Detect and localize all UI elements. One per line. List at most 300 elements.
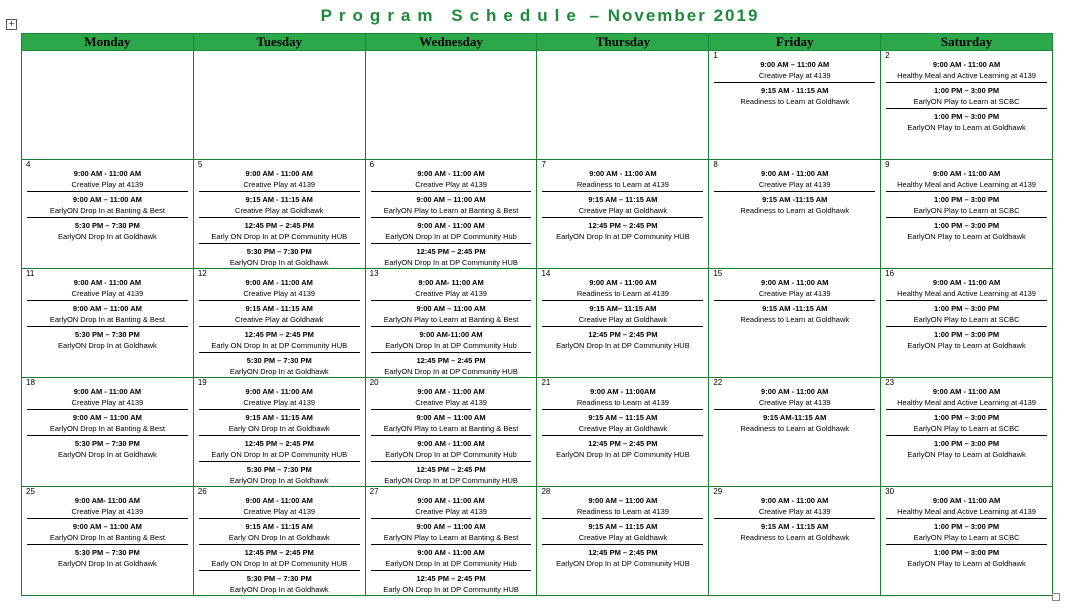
day-number: 16 bbox=[885, 269, 895, 278]
program-description: Readiness to Learn at 4139 bbox=[576, 180, 669, 189]
entry-divider bbox=[542, 544, 703, 545]
program-description: EarlyON Drop In at DP Community HUB bbox=[556, 232, 690, 241]
program-entry bbox=[711, 169, 878, 190]
program-time: 12:45 PM – 2:45 PM bbox=[244, 439, 314, 448]
day-number: 25 bbox=[26, 487, 35, 496]
program-entry bbox=[368, 195, 535, 216]
day-cell bbox=[881, 160, 1053, 269]
day-cell bbox=[709, 160, 881, 269]
program-description: EarlyON Drop In at DP Community HUB bbox=[556, 559, 690, 568]
program-entry bbox=[883, 330, 1050, 351]
day-cell bbox=[193, 378, 365, 487]
program-time: 9:00 AM - 11:00 AM bbox=[761, 169, 829, 178]
entry-divider bbox=[199, 461, 360, 462]
program-time: 9:00 AM – 11:00 AM bbox=[72, 304, 142, 313]
program-description: Creative Play at 4139 bbox=[243, 507, 316, 516]
entry-divider bbox=[886, 435, 1047, 436]
program-time: 9:15 AM– 11:15 AM bbox=[589, 304, 657, 313]
schedule-body bbox=[22, 51, 1053, 596]
entry-divider bbox=[27, 326, 188, 327]
entry-divider bbox=[371, 352, 532, 353]
move-handle-icon[interactable]: + bbox=[6, 19, 17, 30]
program-description: EarlyON Drop In at Banting & Best bbox=[49, 424, 165, 433]
program-time: 5:30 PM – 7:30 PM bbox=[74, 548, 140, 557]
day-cell bbox=[881, 487, 1053, 596]
program-description: Readiness to Learn at Goldhawk bbox=[740, 97, 850, 106]
program-description: EarlyON Drop In at Banting & Best bbox=[49, 533, 165, 542]
program-time: 9:00 AM - 11:00 AM bbox=[73, 387, 142, 396]
day-number: 21 bbox=[541, 378, 551, 387]
program-description: EarlyON Play to Learn at Banting & Best bbox=[383, 315, 519, 324]
program-entry bbox=[883, 304, 1050, 325]
entry-divider bbox=[886, 217, 1047, 218]
program-entry bbox=[196, 304, 363, 325]
program-time: 1:00 PM – 3:00 PM bbox=[934, 304, 1000, 313]
program-description: EarlyON Drop In at Goldhawk bbox=[58, 232, 157, 241]
program-time: 12:45 PM – 2:45 PM bbox=[588, 439, 658, 448]
program-entry bbox=[196, 278, 363, 299]
program-description: Early ON Drop In at DP Community HUB bbox=[383, 585, 519, 594]
program-entry bbox=[196, 496, 363, 517]
program-entry bbox=[883, 439, 1050, 460]
program-entry bbox=[883, 86, 1050, 107]
program-description: EarlyON Drop In at DP Community Hub bbox=[385, 341, 517, 350]
header-saturday: Saturday bbox=[881, 34, 1053, 51]
entry-divider bbox=[542, 435, 703, 436]
program-time: 9:15 AM - 11:15 AM bbox=[245, 522, 313, 531]
program-entry bbox=[368, 496, 535, 517]
day-cell bbox=[365, 378, 537, 487]
entry-divider bbox=[714, 300, 875, 301]
program-description: EarlyON Drop In at DP Community HUB bbox=[556, 341, 690, 350]
day-number bbox=[196, 51, 363, 60]
program-entry bbox=[196, 574, 363, 595]
program-description: EarlyON Drop In at DP Community Hub bbox=[385, 559, 517, 568]
header-wednesday: Wednesday bbox=[365, 34, 537, 51]
day-cell bbox=[193, 160, 365, 269]
day-number: 26 bbox=[197, 487, 207, 496]
program-time: 9:15 AM – 11:15 AM bbox=[588, 195, 658, 204]
day-cell bbox=[22, 160, 194, 269]
day-number: 7 bbox=[541, 160, 546, 169]
program-entry bbox=[711, 60, 878, 81]
program-time: 9:00 AM - 11:00 AM bbox=[245, 278, 313, 287]
entry-divider bbox=[371, 435, 532, 436]
day-number: 15 bbox=[713, 269, 723, 278]
program-description: Creative Play at Goldhawk bbox=[578, 206, 668, 215]
entry-divider bbox=[886, 82, 1047, 83]
week-row bbox=[22, 269, 1053, 378]
program-entry bbox=[24, 496, 191, 517]
entry-divider bbox=[714, 518, 875, 519]
program-time: 9:00 AM - 11:00 AM bbox=[73, 169, 142, 178]
day-cell bbox=[22, 378, 194, 487]
program-time: 1:00 PM – 3:00 PM bbox=[934, 195, 1000, 204]
entry-divider bbox=[886, 108, 1047, 109]
program-entry bbox=[368, 413, 535, 434]
program-time: 9:00 AM - 11:00 AM bbox=[417, 439, 485, 448]
program-time: 12:45 PM – 2:45 PM bbox=[244, 221, 314, 230]
week-row bbox=[22, 51, 1053, 160]
program-description: EarlyON Drop In at DP Community HUB bbox=[384, 367, 518, 376]
program-entry bbox=[196, 387, 363, 408]
program-description: Creative Play at 4139 bbox=[758, 180, 831, 189]
day-cell bbox=[22, 487, 194, 596]
day-cell bbox=[709, 269, 881, 378]
program-entry bbox=[368, 278, 535, 299]
entry-divider bbox=[199, 326, 360, 327]
program-time: 1:00 PM – 3:00 PM bbox=[934, 439, 1000, 448]
program-entry bbox=[196, 439, 363, 460]
day-number: 5 bbox=[197, 160, 203, 169]
day-cell bbox=[365, 269, 537, 378]
program-description: EarlyON Drop In at DP Community HUB bbox=[384, 258, 518, 267]
week-row bbox=[22, 160, 1053, 269]
day-number: 13 bbox=[369, 269, 379, 278]
entry-divider bbox=[27, 191, 188, 192]
entry-divider bbox=[714, 82, 875, 83]
program-description: Early ON Drop In at DP Community HUB bbox=[211, 559, 348, 568]
header-monday: Monday bbox=[22, 34, 194, 51]
program-description: EarlyON Play to Learn at SCBC bbox=[913, 424, 1020, 433]
program-entry bbox=[368, 522, 535, 543]
program-entry bbox=[711, 195, 878, 216]
program-entry bbox=[24, 304, 191, 325]
entry-divider bbox=[199, 300, 360, 301]
program-entry bbox=[24, 330, 191, 351]
day-number bbox=[539, 51, 706, 60]
program-time: 1:00 PM – 3:00 PM bbox=[934, 522, 1000, 531]
program-description: Healthy Meal and Active Learning at 4139 bbox=[897, 71, 1036, 80]
program-entry bbox=[883, 522, 1050, 543]
program-entry bbox=[24, 387, 191, 408]
program-entry bbox=[711, 522, 878, 543]
program-description: EarlyON Play to Learn at Goldhawk bbox=[907, 123, 1026, 132]
day-cell bbox=[537, 51, 709, 160]
program-time: 1:00 PM – 3:00 PM bbox=[934, 112, 1000, 121]
program-description: Early ON Drop In at DP Community HUB bbox=[211, 450, 348, 459]
program-description: Creative Play at 4139 bbox=[71, 289, 144, 298]
program-time: 12:45 PM – 2:45 PM bbox=[588, 548, 658, 557]
program-description: Early ON Drop In at DP Community HUB bbox=[211, 341, 348, 350]
program-description: EarlyON Play to Learn at SCBC bbox=[913, 533, 1020, 542]
program-time: 9:00 AM – 11:00 AM bbox=[760, 60, 830, 69]
program-time: 9:15 AM-11:15 AM bbox=[763, 413, 827, 422]
program-entry bbox=[883, 278, 1050, 299]
program-description: Creative Play at 4139 bbox=[71, 398, 144, 407]
program-time: 5:30 PM – 7:30 PM bbox=[246, 574, 312, 583]
program-description: Healthy Meal and Active Learning at 4139 bbox=[897, 180, 1036, 189]
program-time: 9:00 AM - 11:00 AM bbox=[245, 169, 313, 178]
program-entry bbox=[883, 496, 1050, 517]
entry-divider bbox=[542, 518, 703, 519]
program-description: EarlyON Drop In at Goldhawk bbox=[58, 559, 157, 568]
entry-divider bbox=[542, 300, 703, 301]
day-number: 22 bbox=[713, 378, 723, 387]
program-entry bbox=[883, 112, 1050, 133]
entry-divider bbox=[199, 570, 360, 571]
entry-divider bbox=[199, 409, 360, 410]
day-number: 28 bbox=[541, 487, 551, 496]
program-time: 12:45 PM – 2:45 PM bbox=[416, 465, 486, 474]
program-description: Healthy Meal and Active Learning at 4139 bbox=[897, 398, 1036, 407]
program-time: 9:00 AM- 11:00 AM bbox=[74, 496, 141, 505]
program-time: 9:00 AM - 11:00 AM bbox=[761, 278, 829, 287]
program-description: EarlyON Drop In at Goldhawk bbox=[58, 341, 157, 350]
program-entry bbox=[539, 496, 706, 517]
program-entry bbox=[711, 387, 878, 408]
program-time: 9:00 AM - 11:00 AM bbox=[417, 548, 485, 557]
program-entry bbox=[539, 522, 706, 543]
entry-divider bbox=[27, 518, 188, 519]
entry-divider bbox=[371, 461, 532, 462]
day-number bbox=[24, 51, 191, 60]
entry-divider bbox=[199, 243, 360, 244]
entry-divider bbox=[886, 191, 1047, 192]
day-number: 23 bbox=[885, 378, 895, 387]
page-title bbox=[0, 6, 1080, 26]
program-description: EarlyON Play to Learn at Goldhawk bbox=[907, 341, 1026, 350]
program-description: EarlyON Play to Learn at Goldhawk bbox=[907, 450, 1026, 459]
day-number: 12 bbox=[197, 269, 207, 278]
day-number: 6 bbox=[369, 160, 375, 169]
day-cell bbox=[537, 269, 709, 378]
program-time: 9:00 AM – 11:00 AM bbox=[416, 413, 486, 422]
program-entry bbox=[24, 221, 191, 242]
program-description: Creative Play at 4139 bbox=[415, 507, 487, 516]
program-time: 9:15 AM - 11:15 AM bbox=[245, 195, 313, 204]
program-time: 9:00 AM - 11:00 AM bbox=[761, 496, 829, 505]
program-time: 9:00 AM - 11:00 AM bbox=[932, 278, 1001, 287]
program-time: 9:00 AM - 11:00AM bbox=[590, 387, 656, 396]
program-time: 9:00 AM – 11:00 AM bbox=[416, 522, 486, 531]
program-entry bbox=[539, 548, 706, 569]
title-month: – November 2019 bbox=[582, 6, 760, 25]
program-description: EarlyON Drop In at DP Community HUB bbox=[556, 450, 690, 459]
program-entry bbox=[24, 413, 191, 434]
program-time: 9:15 AM - 11:15 AM bbox=[245, 413, 313, 422]
day-cell bbox=[537, 160, 709, 269]
program-time: 12:45 PM – 2:45 PM bbox=[588, 330, 658, 339]
program-description: EarlyON Drop In at Goldhawk bbox=[229, 476, 329, 485]
program-entry bbox=[196, 465, 363, 486]
program-entry bbox=[196, 330, 363, 351]
program-entry bbox=[368, 387, 535, 408]
day-cell bbox=[193, 487, 365, 596]
day-number: 4 bbox=[26, 160, 31, 169]
program-description: EarlyON Play to Learn at Banting & Best bbox=[383, 533, 519, 542]
program-entry bbox=[711, 496, 878, 517]
day-number: 14 bbox=[541, 269, 551, 278]
day-cell bbox=[709, 51, 881, 160]
program-entry bbox=[883, 413, 1050, 434]
program-description: Creative Play at Goldhawk bbox=[578, 315, 668, 324]
program-description: EarlyON Play to Learn at Banting & Best bbox=[383, 206, 519, 215]
program-time: 12:45 PM – 2:45 PM bbox=[416, 356, 486, 365]
program-entry bbox=[368, 169, 535, 190]
program-description: Early ON Drop In at DP Community HUB bbox=[211, 232, 348, 241]
program-time: 9:15 AM - 11:15 AM bbox=[761, 522, 829, 531]
program-description: Healthy Meal and Active Learning at 4139 bbox=[897, 289, 1036, 298]
program-description: Creative Play at Goldhawk bbox=[578, 533, 668, 542]
program-time: 9:00 AM - 11:00 AM bbox=[245, 496, 313, 505]
day-cell bbox=[365, 487, 537, 596]
day-cell bbox=[193, 269, 365, 378]
program-time: 9:15 AM -11:15 AM bbox=[762, 304, 828, 313]
program-entry bbox=[711, 278, 878, 299]
program-entry bbox=[883, 60, 1050, 81]
day-cell bbox=[193, 51, 365, 160]
header-friday: Friday bbox=[709, 34, 881, 51]
entry-divider bbox=[371, 544, 532, 545]
program-time: 5:30 PM – 7:30 PM bbox=[74, 221, 140, 230]
program-time: 9:00 AM - 11:00 AM bbox=[417, 169, 485, 178]
program-entry bbox=[539, 387, 706, 408]
program-entry bbox=[883, 387, 1050, 408]
program-entry bbox=[883, 195, 1050, 216]
program-description: EarlyON Drop In at Banting & Best bbox=[49, 206, 165, 215]
program-time: 12:45 PM – 2:45 PM bbox=[244, 548, 314, 557]
program-entry bbox=[539, 278, 706, 299]
entry-divider bbox=[371, 518, 532, 519]
program-time: 5:30 PM – 7:30 PM bbox=[246, 247, 312, 256]
day-cell bbox=[365, 160, 537, 269]
entry-divider bbox=[886, 300, 1047, 301]
program-time: 5:30 PM – 7:30 PM bbox=[246, 356, 312, 365]
program-entry bbox=[711, 86, 878, 107]
entry-divider bbox=[542, 409, 703, 410]
program-description: EarlyON Drop In at Banting & Best bbox=[49, 315, 165, 324]
program-time: 9:00 AM - 11:00 AM bbox=[417, 496, 485, 505]
program-entry bbox=[196, 221, 363, 242]
program-time: 9:15 AM -11:15 AM bbox=[762, 195, 828, 204]
program-time: 9:00 AM - 11:00 AM bbox=[932, 387, 1001, 396]
entry-divider bbox=[371, 409, 532, 410]
week-row bbox=[22, 487, 1053, 596]
program-entry bbox=[711, 413, 878, 434]
program-description: Creative Play at 4139 bbox=[243, 180, 316, 189]
program-entry bbox=[539, 304, 706, 325]
program-description: EarlyON Play to Learn at SCBC bbox=[913, 97, 1020, 106]
program-entry bbox=[368, 247, 535, 268]
entry-divider bbox=[371, 191, 532, 192]
program-entry bbox=[539, 221, 706, 242]
program-entry bbox=[24, 278, 191, 299]
program-time: 9:00 AM – 11:00 AM bbox=[588, 496, 658, 505]
program-description: Readiness to Learn at Goldhawk bbox=[740, 533, 850, 542]
day-number: 1 bbox=[713, 51, 718, 60]
program-description: Creative Play at 4139 bbox=[758, 289, 831, 298]
entry-divider bbox=[199, 518, 360, 519]
program-time: 12:45 PM – 2:45 PM bbox=[244, 330, 314, 339]
program-time: 9:00 AM - 11:00 AM bbox=[932, 496, 1001, 505]
program-entry bbox=[711, 304, 878, 325]
day-number bbox=[368, 51, 535, 60]
day-cell bbox=[709, 487, 881, 596]
program-description: EarlyON Play to Learn at Goldhawk bbox=[907, 232, 1026, 241]
program-description: Readiness to Learn at Goldhawk bbox=[740, 206, 850, 215]
entry-divider bbox=[199, 435, 360, 436]
day-number: 11 bbox=[26, 269, 35, 278]
program-entry bbox=[196, 195, 363, 216]
day-number: 20 bbox=[369, 378, 379, 387]
day-cell bbox=[881, 269, 1053, 378]
program-time: 9:15 AM – 11:15 AM bbox=[588, 413, 658, 422]
program-description: EarlyON Play to Learn at SCBC bbox=[913, 206, 1020, 215]
day-cell bbox=[537, 487, 709, 596]
day-cell bbox=[881, 378, 1053, 487]
program-time: 9:00 AM - 11:00 AM bbox=[417, 387, 485, 396]
program-time: 1:00 PM – 3:00 PM bbox=[934, 413, 1000, 422]
day-cell bbox=[365, 51, 537, 160]
program-description: Creative Play at 4139 bbox=[758, 398, 831, 407]
entry-divider bbox=[199, 544, 360, 545]
program-entry bbox=[368, 356, 535, 377]
day-number: 27 bbox=[369, 487, 379, 496]
program-time: 1:00 PM – 3:00 PM bbox=[934, 221, 1000, 230]
program-description: Creative Play at Goldhawk bbox=[578, 424, 668, 433]
entry-divider bbox=[199, 352, 360, 353]
program-time: 9:00 AM - 11:00 AM bbox=[245, 387, 313, 396]
day-number: 2 bbox=[885, 51, 890, 60]
day-number: 19 bbox=[197, 378, 207, 387]
program-time: 9:00 AM- 11:00 AM bbox=[418, 278, 484, 287]
program-time: 9:00 AM - 11:00 AM bbox=[417, 221, 485, 230]
day-number: 29 bbox=[713, 487, 723, 496]
program-time: 12:45 PM – 2:45 PM bbox=[416, 247, 486, 256]
program-time: 12:45 PM – 2:45 PM bbox=[416, 574, 486, 583]
program-entry bbox=[24, 522, 191, 543]
program-time: 1:00 PM – 3:00 PM bbox=[934, 548, 1000, 557]
program-entry bbox=[196, 548, 363, 569]
day-number: 18 bbox=[26, 378, 35, 387]
program-entry bbox=[539, 195, 706, 216]
resize-handle-icon[interactable] bbox=[1052, 593, 1060, 601]
entry-divider bbox=[27, 435, 188, 436]
week-row bbox=[22, 378, 1053, 487]
entry-divider bbox=[542, 326, 703, 327]
program-description: Early ON Drop In at Goldhawk bbox=[228, 424, 330, 433]
program-entry bbox=[368, 574, 535, 595]
program-entry bbox=[24, 439, 191, 460]
program-time: 9:00 AM-11:00 AM bbox=[419, 330, 483, 339]
program-description: EarlyON Drop In at DP Community Hub bbox=[385, 232, 517, 241]
program-description: Healthy Meal and Active Learning at 4139 bbox=[897, 507, 1036, 516]
entry-divider bbox=[886, 544, 1047, 545]
program-description: EarlyON Play to Learn at Goldhawk bbox=[907, 559, 1026, 568]
program-entry bbox=[24, 169, 191, 190]
program-description: Creative Play at 4139 bbox=[415, 398, 487, 407]
program-description: Readiness to Learn at 4139 bbox=[576, 398, 669, 407]
program-time: 1:00 PM – 3:00 PM bbox=[934, 330, 1000, 339]
program-entry bbox=[368, 548, 535, 569]
program-entry bbox=[196, 413, 363, 434]
program-description: Creative Play at Goldhawk bbox=[235, 315, 324, 324]
day-cell bbox=[22, 51, 194, 160]
program-entry bbox=[24, 548, 191, 569]
day-cell bbox=[22, 269, 194, 378]
program-description: Readiness to Learn at 4139 bbox=[576, 507, 669, 516]
program-time: 5:30 PM – 7:30 PM bbox=[74, 330, 140, 339]
program-description: Creative Play at 4139 bbox=[243, 289, 316, 298]
entry-divider bbox=[886, 326, 1047, 327]
program-time: 9:15 AM - 11:15 AM bbox=[761, 86, 829, 95]
program-time: 9:00 AM - 11:00 AM bbox=[73, 278, 142, 287]
program-description: Creative Play at 4139 bbox=[243, 398, 316, 407]
entry-divider bbox=[371, 570, 532, 571]
program-entry bbox=[539, 439, 706, 460]
entry-divider bbox=[27, 300, 188, 301]
